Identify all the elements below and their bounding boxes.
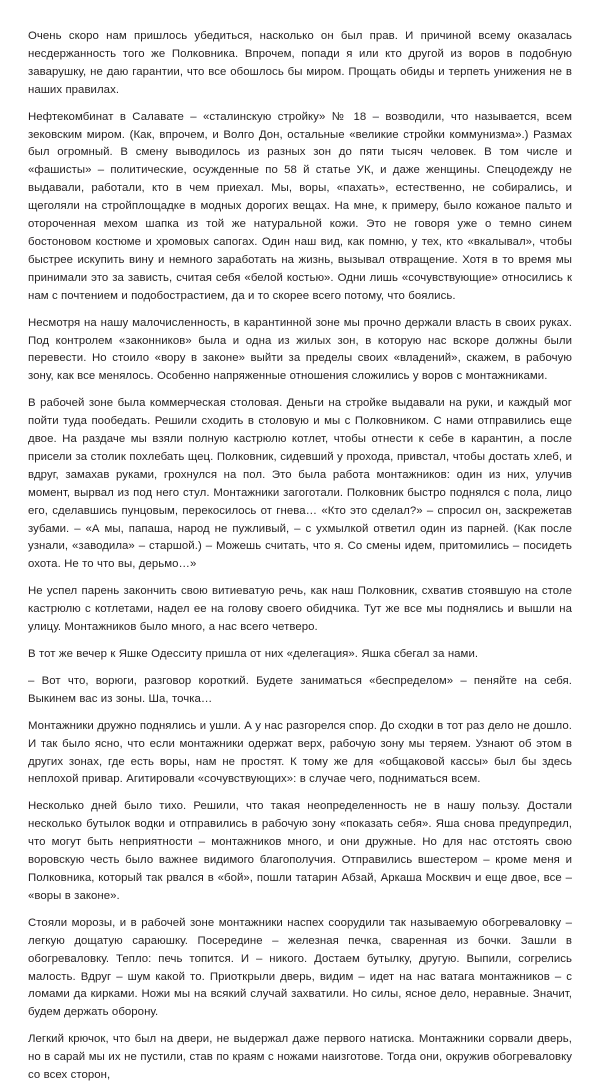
paragraph: – Вот что, ворюги, разговор короткий. Будете заниматься «беспределом» – пеняйте на себя. Выкинем вас из зоны. Ша, точка… <box>28 674 572 705</box>
paragraph: В тот же вечер к Яшке Одесситу пришла от них «делегация». Яшка сбегал за нами. <box>28 648 479 660</box>
paragraph: В рабочей зоне была коммерческая столовая. Деньги на стройке выдавали на руки, и каждый мог пойти туда пообедать. Решили сходить в столовую и мы с Полковником. С нами отправились еще двое. На раздаче мы взяли полную кастрюлю котлет, чтобы отнести к себе в карантин, а после присели за столик похлебать щец. Полковник, сидевший у прохода, привстал, чтобы достать хлеб, и вдруг, замахав руками, грохнулся на пол. Это была работа монтажников: один из них, улучив момент, вырвал из под него стул. Монтажники загоготали. Полковник быстро поднялся с пола, лицо его, сделавшись пунцовым, перекосилось от гнева… «Кто это сделал?» – спросил он, заскрежетав зубами. – «А мы, папаша, народ не пужливый, – с ухмылкой ответил один из парней. (Как после узнали, «заводила» – старшой.) – Можешь считать, что я. Со смены идем, притомились – посидеть охота. Не то что вы, дерьмо…» <box>28 397 572 571</box>
paragraph: Очень скоро нам пришлось убедиться, насколько он был прав. И причиной всему оказалась несдержанность того же Полковника. Впрочем, попади я или кто другой из воров в подобную заварушку, не даю гарантии, что все обошлось бы миром. Прощать обиды и терпеть унижения не в наших правилах. <box>28 30 572 96</box>
paragraph: Несмотря на нашу малочисленность, в карантинной зоне мы прочно держали власть в своих руках. Под контролем «законников» была и одна из жилых зон, в которую нас вскоре должны были перевести. Но стоило «вору в законе» выйти за пределы своих «владений», скажем, в рабочую зону, как все менялось. Особенно напряженные отношения сложились у воров с монтажниками. <box>28 316 572 383</box>
paragraph: Стояли морозы, и в рабочей зоне монтажники наспех соорудили так называемую обогреваловку – легкую дощатую сараюшку. Посередине – железная печка, сваренная из бочки. Зашли в обогреваловку. Тепло: печь топится. И – никого. Достаем бутылку, другую. Выпили, согрелись малость. Вдруг – шум какой то. Приоткрыли дверь, видим – идет на нас ватага монтажников – с ломами да кирками. Ножи мы на всякий случай захватили. Но силы, ясное дело, неравные. Значит, будем держать оборону. <box>28 916 572 1019</box>
paragraph: Монтажники дружно поднялись и ушли. А у нас разгорелся спор. До сходки в тот раз дело не дошло. И так было ясно, что если монтажники одержат верх, рабочую зону мы теряем. Узнают об этом в других зонах, где есть воры, нам не простят. К тому же для «общаковой кассы» был бы здесь неплохой привар. Агитировали «сочувствующих»: в случае чего, подниматься всем. <box>28 719 572 786</box>
document-text-body <box>28 28 572 1085</box>
paragraph: Несколько дней было тихо. Решили, что такая неопределенность не в нашу пользу. Достали несколько бутылок водки и отправились в рабочую зону «показать себя». Яша снова предупредил, что могут быть неприятности – монтажников много, и они дружные. Но для нас отстоять свою воровскую честь было важнее видимого благополучия. Отправились вшестером – кроме меня и Полковника, который так рвался в «бой», пошли татарин Абзай, Аркаша Москвич и еще двое, все – «воры в законе». <box>28 800 572 902</box>
paragraph: Нефтекомбинат в Салавате – «сталинскую стройку» № 18 – возводили, что называется, всем зековским миром. (Как, впрочем, и Волго Дон, остальные «великие стройки коммунизма».) Размах был огромный. В смену выводилось из разных зон до пяти тысяч человек. В том числе и «фашисты» – политические, осужденные по 58 й статье УК, и даже женщины. Спецодежду не выдавали, работали, кто в чем приехал. Мы, воры, «пахать», естественно, не собирались, и щеголяли на стройплощадке в модных дорогих вещах. На мне, к примеру, было кожаное пальто и отороченная мехом шапка из той же натуральной кожи. Это не говоря уже о темно синем бостоновом костюме и хромовых сапогах. Один наш вид, как помню, у тех, кто «вкалывал», чтобы быстрее искупить вину и немного заработать на жизнь, вызывал отвращение. Хотя в то время мы принимали это за зависть, считая себя «белой костью». Одни лишь «сочувствующие» относились к нам с почтением и подобострастием, да и то скорее всего потому, что боялись. <box>28 110 572 302</box>
paragraph: Легкий крючок, что был на двери, не выдержал даже первого натиска. Монтажники сорвали дверь, но в сарай мы их не пустили, став по краям с ножами наизготове. Тогда они, окружив обогреваловку со всех сторон, <box>28 1033 572 1082</box>
paragraph: Не успел парень закончить свою витиеватую речь, как наш Полковник, схватив стоявшую на столе кастрюлю с котлетами, надел ее на голову своего обидчика. Тут же все мы поднялись и вышли на улицу. Монтажников было много, а нас всего четверо. <box>28 585 572 634</box>
